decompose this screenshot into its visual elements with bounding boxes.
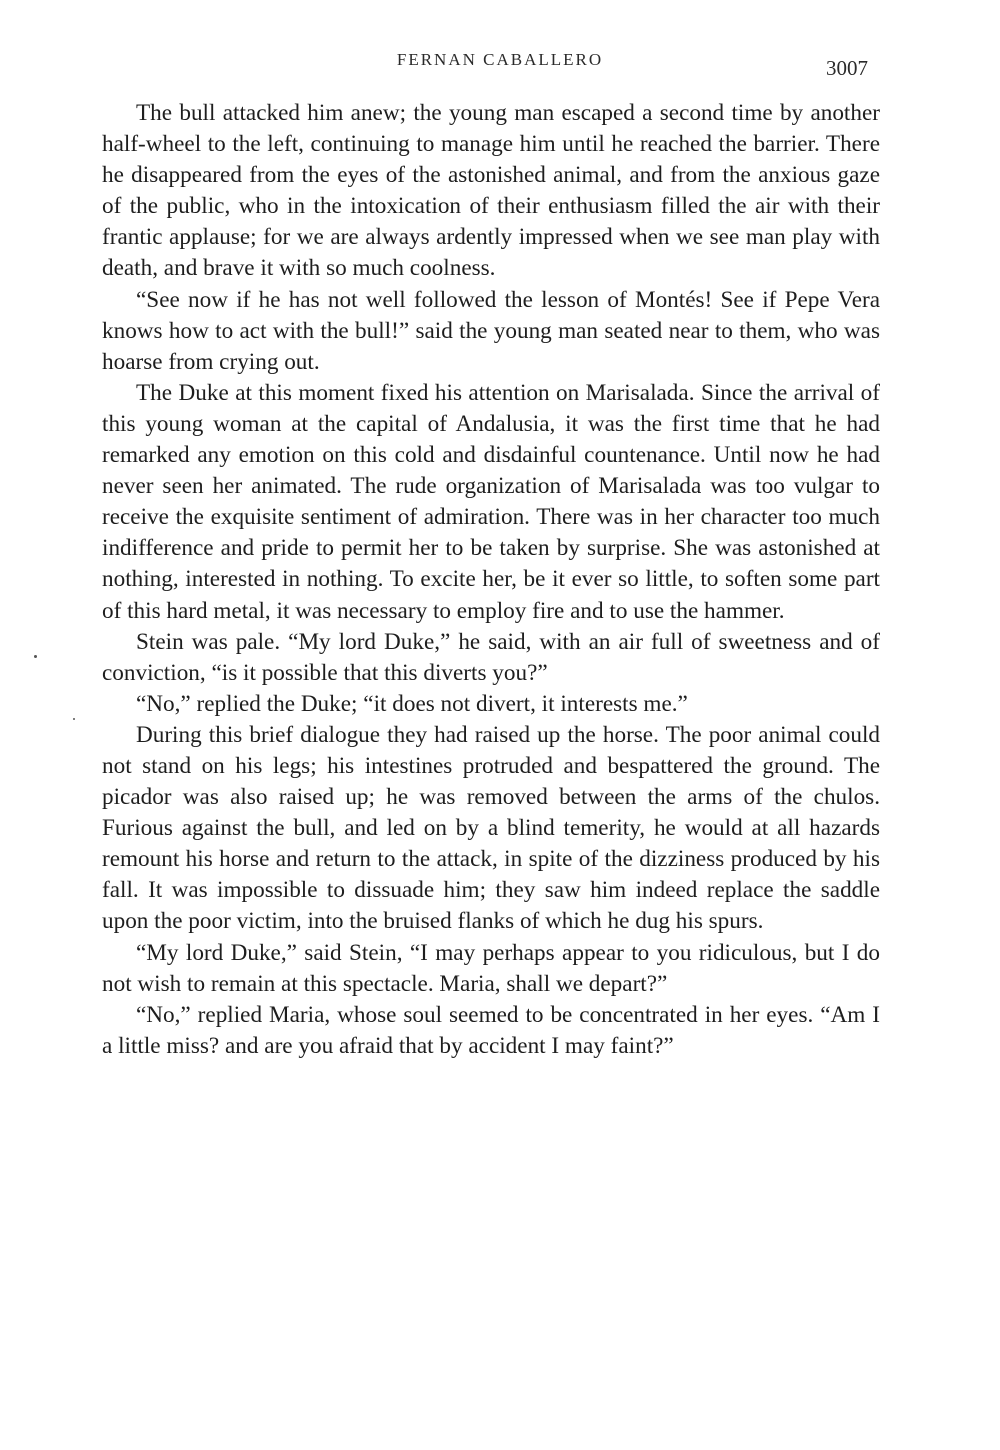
page-number: 3007 <box>826 56 868 80</box>
paragraph-1: The bull attacked him anew; the young man escaped a second time by another half-wheel to the left, continuing to manage him until he reached the barrier. There he disappeared from the eyes of the astonished animal, and from the anxious gaze of the public, who in the intoxication of their enthusiasm filled the air with their frantic applause; for we are always ardently impressed when we see man play with death, and brave it with so much coolness. <box>102 100 880 282</box>
paragraph-2: “See now if he has not well followed the lesson of Montés! See if Pepe Vera knows how to act with the bull!” said the young man seated near to them, who was hoarse from crying out. <box>102 286 880 375</box>
paragraph-7: “My lord Duke,” said Stein, “I may perhaps appear to you ridiculous, but I do not wish to remain at this spectacle. Maria, shall we depart?” <box>102 939 880 997</box>
margin-speck <box>34 655 37 658</box>
margin-speck <box>73 718 75 720</box>
paragraph-6: During this brief dialogue they had raised up the horse. The poor animal could not stand on his legs; his intestines protruded and bespattered the ground. The picador was also raised up; he was removed between the arms of the chulos. Furious against the bull, and led on by a blind temerity, he would at all hazards remount his horse and return to the attack, in spite of the dizziness produced by his fall. It was impossible to dissuade him; they saw him indeed replace the saddle upon the poor victim, into the bruised flanks of which he dug his spurs. <box>102 721 880 935</box>
running-title: FERNAN CABALLERO <box>396 50 604 69</box>
paragraph-5: “No,” replied the Duke; “it does not divert, it interests me.” <box>136 690 688 717</box>
paragraph-4: Stein was pale. “My lord Duke,” he said, with an air full of sweetness and of conviction, “is it possible that this diverts you?” <box>102 628 880 686</box>
body-text <box>102 98 880 1062</box>
paragraph-8: “No,” replied Maria, whose soul seemed to be concentrated in her eyes. “Am I a little miss? and are you afraid that by accident I may faint?” <box>102 1001 880 1059</box>
paragraph-3: The Duke at this moment fixed his attention on Marisalada. Since the arrival of this young woman at the capital of Andalusia, it was the first time that he had remarked any emotion on this cold and disdainful countenance. Until now he had never seen her animated. The rude organization of Marisalada was too vulgar to receive the exquisite sentiment of admiration. There was in her character too much indifference and pride to permit her to be taken by surprise. She was astonished at nothing, interested in nothing. To excite her, be it ever so little, to soften some part of this hard metal, it was necessary to employ fire and to use the hammer. <box>102 379 880 624</box>
